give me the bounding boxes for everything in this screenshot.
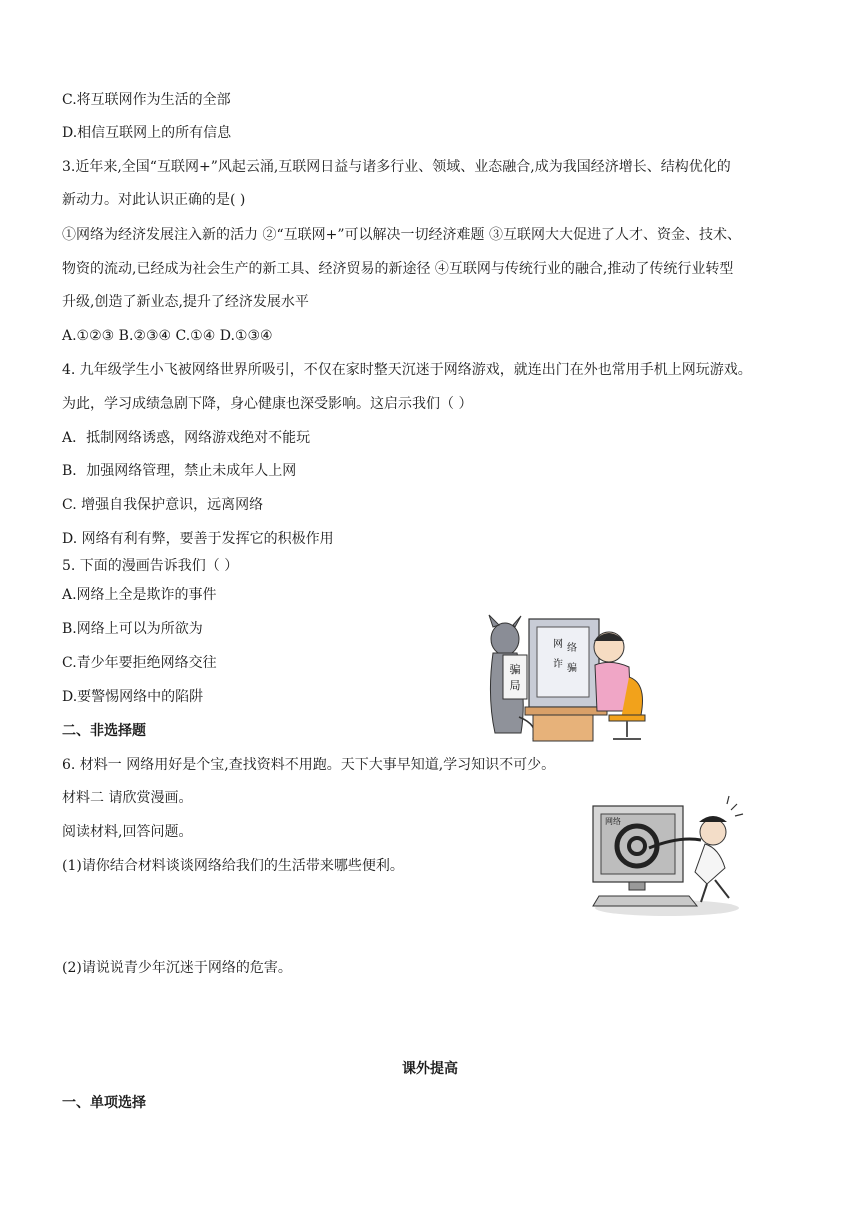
question-6-part-2: (2)请说说青少年沉迷于网络的危害。 <box>62 960 292 976</box>
question-4-stem: 4. 九年级学生小飞被网络世界所吸引，不仅在家时整天沉迷于网络游戏，就连出门在外也常用手机上网玩游戏。 <box>62 362 752 378</box>
question-3-options: A.①②③ B.②③④ C.①④ D.①③④ <box>62 328 273 344</box>
question-5-option-b: B.网络上可以为所欲为 <box>62 621 203 637</box>
question-6-material-2: 材料二 请欣赏漫画。 <box>62 790 193 806</box>
question-5-stem: 5. 下面的漫画告诉我们（ ） <box>62 558 239 574</box>
question-6-material-1: 6. 材料一 网络用好是个宝,查找资料不用跑。天下大事早知道,学习知识不可少。 <box>62 757 556 773</box>
question-3-statements: ①网络为经济发展注入新的活力 ②“互联网+”可以解决一切经济难题 ③互联网大大促进了人才、资金、技术、 <box>62 227 741 243</box>
sign-text-2: 局 <box>509 679 521 692</box>
svg-text:骗: 骗 <box>567 663 577 674</box>
section-title-extension: 课外提高 <box>402 1061 458 1077</box>
section-heading-non-choice: 二、非选择题 <box>62 723 146 739</box>
question-4-option-b: B．加强网络管理，禁止未成年人上网 <box>62 463 297 479</box>
question-3-statements-end: 升级,创造了新业态,提升了经济发展水平 <box>62 294 309 310</box>
question-4-option-a: A．抵制网络诱惑，网络游戏绝对不能玩 <box>62 430 311 446</box>
question-3-stem-cont: 新动力。对此认识正确的是( ) <box>62 192 246 208</box>
section-heading-single-choice: 一、单项选择 <box>62 1095 146 1111</box>
fraud-cartoon <box>481 607 654 743</box>
question-4-stem-cont: 为此，学习成绩急剧下降，身心健康也深受影响。这启示我们（ ） <box>62 396 473 412</box>
question-5-option-a: A.网络上全是欺诈的事件 <box>62 587 217 603</box>
svg-text:网: 网 <box>553 639 563 650</box>
question-5-option-d: D.要警惕网络中的陷阱 <box>62 689 204 705</box>
addiction-cartoon <box>589 792 745 918</box>
question-6-instruction: 阅读材料,回答问题。 <box>62 824 193 840</box>
option-c: C.将互联网作为生活的全部 <box>62 92 231 108</box>
question-4-option-c: C. 增强自我保护意识，远离网络 <box>62 497 264 513</box>
question-6-part-1: (1)请你结合材料谈谈网络给我们的生活带来哪些便利。 <box>62 858 404 874</box>
svg-text:诈: 诈 <box>553 659 563 670</box>
screen-label: 网络 <box>605 817 621 826</box>
sign-text-1: 骗 <box>509 663 521 676</box>
question-4-option-d: D. 网络有利有弊，要善于发挥它的积极作用 <box>62 531 334 547</box>
question-3-stem: 3.近年来,全国“互联网+”风起云涌,互联网日益与诸多行业、领域、业态融合,成为我国经济增长、结构优化的 <box>62 159 731 175</box>
question-5-option-c: C.青少年要拒绝网络交往 <box>62 655 217 671</box>
option-d: D.相信互联网上的所有信息 <box>62 125 232 141</box>
svg-text:络: 络 <box>567 643 577 654</box>
question-3-statements-cont: 物资的流动,已经成为社会生产的新工具、经济贸易的新途径 ④互联网与传统行业的融合,推动了传统行业转型 <box>62 261 734 277</box>
